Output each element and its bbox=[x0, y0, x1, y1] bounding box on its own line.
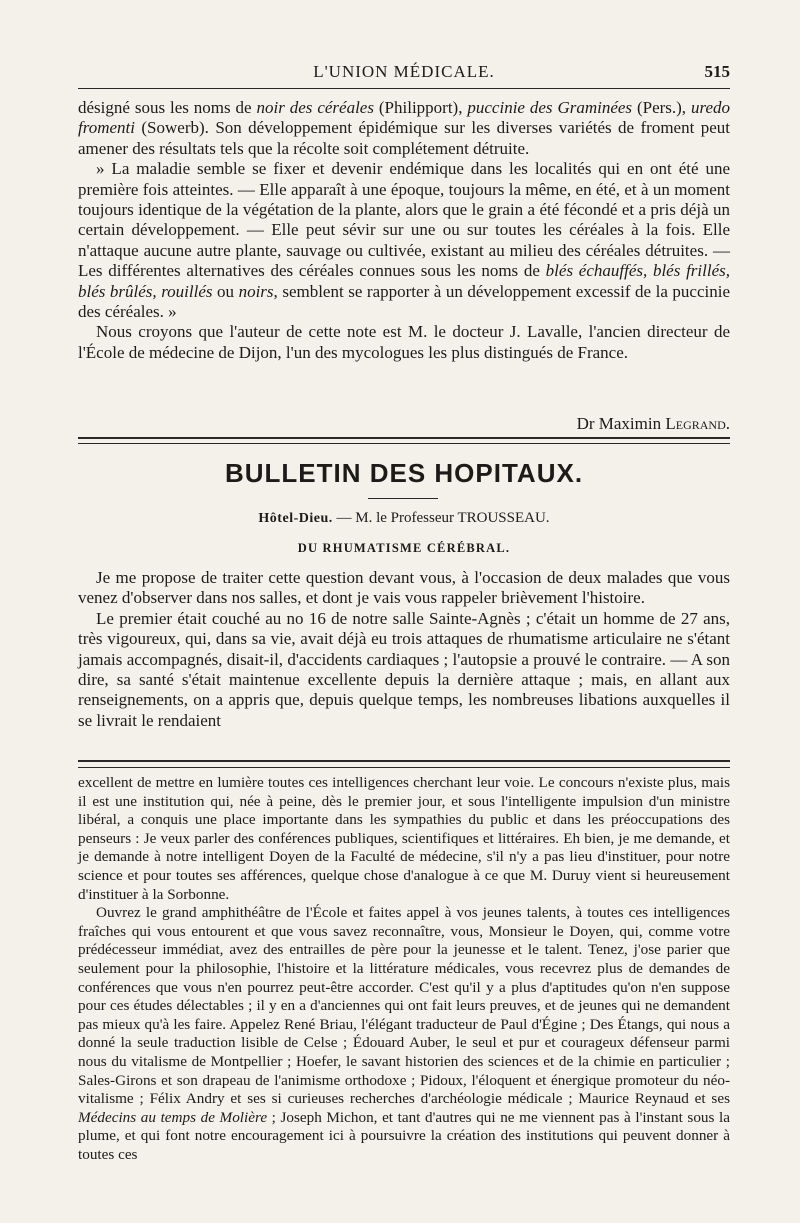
page-number: 515 bbox=[704, 62, 730, 81]
author-signature: Dr Maximin Legrand. bbox=[576, 414, 730, 433]
bulletin-paragraph-1: Je me propose de traiter cette question devant vous, à l'occasion de deux malades que vous venez d'observer dans nos salles, et dont je vais vous rappeler brièvement l'histoire. bbox=[78, 568, 730, 608]
running-title: L'UNION MÉDICALE. bbox=[313, 62, 495, 81]
hospital-line: Hôtel-Dieu. — M. le Professeur TROUSSEAU. bbox=[258, 510, 550, 526]
top-article bbox=[78, 98, 730, 363]
bulletin-article bbox=[78, 568, 730, 731]
footer-paragraph-2: Ouvrez le grand amphithéâtre de l'École et faites appel à vos jeunes talents, à toutes ces intelligences fraîches qui vous entourent et que vous savez reconnaître, vous, Monsieur le Doyen, qui, comme votre prédécesseur immédiat, avez des entrailles de père pour la jeunesse et le talent. Tenez, j'ose parier que seulement pour la philosophie, l'histoire et la littérature médicales, vous recevrez plus de demandes de conférences que vous n'en pourrez peut-être accorder. C'est qu'il y a plus d'aptitudes qu'on n'en suppose pour ces études délectables ; il y en a d'anciennes qui ont fait leurs preuves, et de jeunes qui ne demandent pas mieux qu'à les faire. Appelez René Briau, l'élégant traducteur de Paul d'Égine ; Des Étangs, qui nous a donné la seule traduction lisible de Celse ; Édouard Auber, le seul et pur et courageux défenseur parmi nous du vitalisme de Montpellier ; Hoefer, le savant historien des sciences et de la chimie en particulier ; Sales-Girons et son drapeau de l'animisme orthodoxe ; Pidoux, l'éloquent et énergique promoteur du néo-vitalisme ; Félix Andry et ses si curieuses recherches d'archéologie médicale ; Maurice Reynaud et ses Médecins au temps de Molière ; Joseph Michon, et tant d'autres qui ne me viennent pas à l'instant sous la plume, et qui font notre encouragement ici à poursuivre la création des institutions qui peuvent donner à toutes ces bbox=[78, 904, 730, 1163]
subject-title: DU RHUMATISME CÉRÉBRAL. bbox=[297, 541, 511, 555]
top-paragraph-2: » La maladie semble se fixer et devenir endémique dans les localités qui en ont été une première fois atteintes. — Elle apparaît à une époque, toujours la même, en été, et à un moment toujours identique de la végétation de la plante, alors que le grain a été fécondé et a pris déjà un certain développement. — Elle peut sévir sur une ou sur toutes les céréales à la fois. Elle n'attaque aucune autre plante, sauvage ou cultivée, existant au milieu des céréales détruites. — Les différentes alternatives des céréales connues sous les noms de blés échauffés, blés frillés, blés brûlés, rouillés ou noirs, semblent se rapporter à un développement excessif de la puccinie des céréales. » bbox=[78, 159, 730, 322]
title-rule bbox=[368, 498, 438, 499]
footer-divider bbox=[78, 760, 730, 768]
page-header bbox=[78, 58, 730, 89]
footer-feuilleton bbox=[78, 774, 730, 1164]
section-divider bbox=[78, 437, 730, 444]
section-title: BULLETIN DES HOPITAUX. bbox=[224, 458, 584, 488]
footer-paragraph-1: excellent de mettre en lumière toutes ces intelligences cherchant leur voie. Le concours n'existe plus, mais il est une institution qui, née à peine, dès le premier jour, et sous l'intelligente impulsion d'un ministre libéral, a conquis une place importante dans les sympathies du public et dans les préoccupations des penseurs : Je veux parler des conférences publiques, scientifiques et littéraires. Eh bien, je me demande, et je demande à notre intelligent Doyen de la Faculté de médecine, s'il n'y a pas lieu d'instituer, pour notre science et pour toutes ses afférences, quelque chose d'analogue à ce que M. Duruy vient si heureusement d'instituer à la Sorbonne. bbox=[78, 774, 730, 903]
top-paragraph-3: Nous croyons que l'auteur de cette note est M. le docteur J. Lavalle, l'ancien directeur de l'École de médecine de Dijon, l'un des mycologues les plus distingués de France. bbox=[78, 322, 730, 362]
top-paragraph-1: désigné sous les noms de noir des céréales (Philipport), puccinie des Graminées (Pers.), uredo fromenti (Sowerb). Son développement épidémique sur les diverses variétés de froment peut amener des résultats tels que la récolte soit complétement détruite. bbox=[78, 98, 730, 158]
bulletin-paragraph-2: Le premier était couché au no 16 de notre salle Sainte-Agnès ; c'était un homme de 27 ans, très vigoureux, qui, dans sa vie, avait déjà eu trois attaques de rhumatisme articulaire ne s'étant jamais accompagnés, disait-il, d'accidents cardiaques ; l'autopsie a prouvé le contraire. — A son dire, sa santé s'était maintenue excellente depuis la dernière attaque ; mais, en allant aux renseignements, on a appris que, depuis quelque temps, les nombreuses libations auxquelles il se livrait le rendaient bbox=[78, 608, 730, 730]
